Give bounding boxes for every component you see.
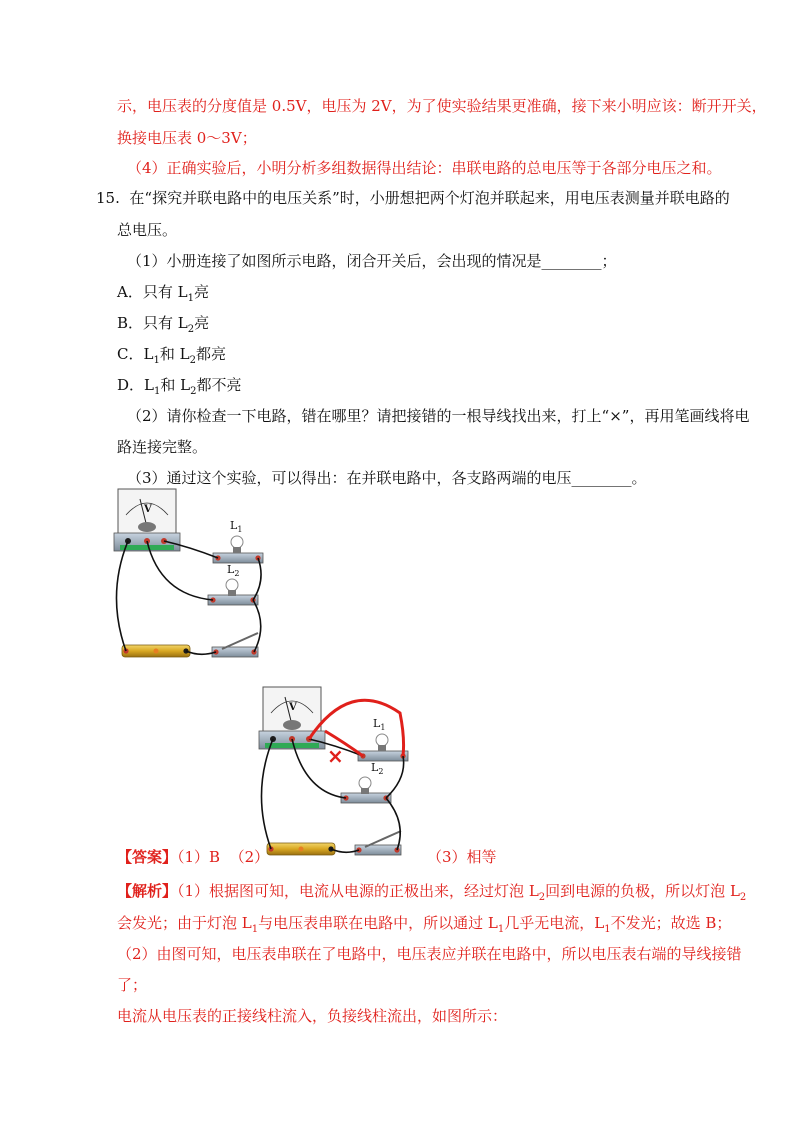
prev-answer-line2: 换接电压表 0～3V； <box>117 129 257 147</box>
circuit-figure-original <box>110 485 270 665</box>
option-a: A．只有 $L_1$亮 <box>117 283 209 304</box>
voltmeter-symbol: V <box>144 504 152 515</box>
question-part3: （3）通过这个实验，可以得出：在并联电路中，各支路两端的电压________。 <box>127 469 647 487</box>
voltmeter-symbol: V <box>289 702 297 713</box>
question-stem-line2: 总电压。 <box>117 221 178 239</box>
question-number: 15. <box>96 189 120 207</box>
lamp1-icon <box>213 536 263 563</box>
switch-icon <box>355 831 401 855</box>
lamp2-label: $L_2$ <box>371 761 384 776</box>
question-part2-line1: （2）请你检查一下电路，错在哪里？请把接错的一根导线找出来，打上“×”，再用笔画线将电 <box>127 407 750 425</box>
circuit-figure-corrected <box>255 683 415 863</box>
question-stem-line1 <box>96 187 730 209</box>
battery-icon <box>267 843 335 855</box>
analysis-tag: 【解析】 <box>117 882 178 900</box>
answer-part3: （3）相等 <box>427 848 497 866</box>
analysis-line3: （2）由图可知，电压表串联在了电路中，电压表应并联在电路中，所以电压表右端的导线接错 <box>117 945 742 963</box>
wrong-wire-x-mark: × <box>327 744 344 768</box>
lamp1-icon <box>358 734 408 761</box>
lamp2-icon <box>208 579 258 605</box>
analysis-line2: 会发光；由于灯泡 $L_1$与电压表串联在电路中，所以通过 $L_1$几乎无电流，$L_1$不发光；故选 B； <box>117 914 732 935</box>
analysis-line4: 了； <box>117 976 148 994</box>
option-b: B．只有 $L_2$亮 <box>117 314 210 335</box>
answer-line <box>117 846 269 868</box>
lamp1-label: $L_1$ <box>230 519 243 534</box>
battery-icon <box>122 645 190 657</box>
answer-tag: 【答案】 <box>117 848 178 866</box>
answer-part2: （2） <box>229 848 270 866</box>
option-d: D．$L_1$和 $L_2$都不亮 <box>117 376 242 397</box>
analysis-line1: 【解析】（1）根据图可知，电流从电源的正极出来，经过灯泡 $L_2$回到电源的负极，所以灯泡 $L_2$ <box>117 882 747 903</box>
lamp2-label: $L_2$ <box>227 563 240 578</box>
question-part1: （1）小册连接了如图所示电路，闭合开关后，会出现的情况是________； <box>127 252 617 270</box>
prev-answer-line1: 示，电压表的分度值是 0.5V，电压为 2V，为了使实验结果更准确，接下来小明应该：断开开关， <box>117 97 767 115</box>
question-part2-line2: 路连接完整。 <box>117 438 208 456</box>
option-c: C．$L_1$和 $L_2$都亮 <box>117 345 226 366</box>
analysis-line5: 电流从电压表的正接线柱流入，负接线柱流出，如图所示： <box>117 1007 508 1025</box>
answer-part1: （1）B <box>177 848 221 866</box>
prev-answer-conclusion: （4）正确实验后，小明分析多组数据得出结论：串联电路的总电压等于各部分电压之和。 <box>127 159 722 177</box>
lamp2-icon <box>341 777 391 803</box>
question-stem-text: 在“探究并联电路中的电压关系”时，小册想把两个灯泡并联起来，用电压表测量并联电路的 <box>129 189 730 207</box>
lamp1-label: $L_1$ <box>373 717 386 732</box>
switch-icon <box>212 633 258 657</box>
